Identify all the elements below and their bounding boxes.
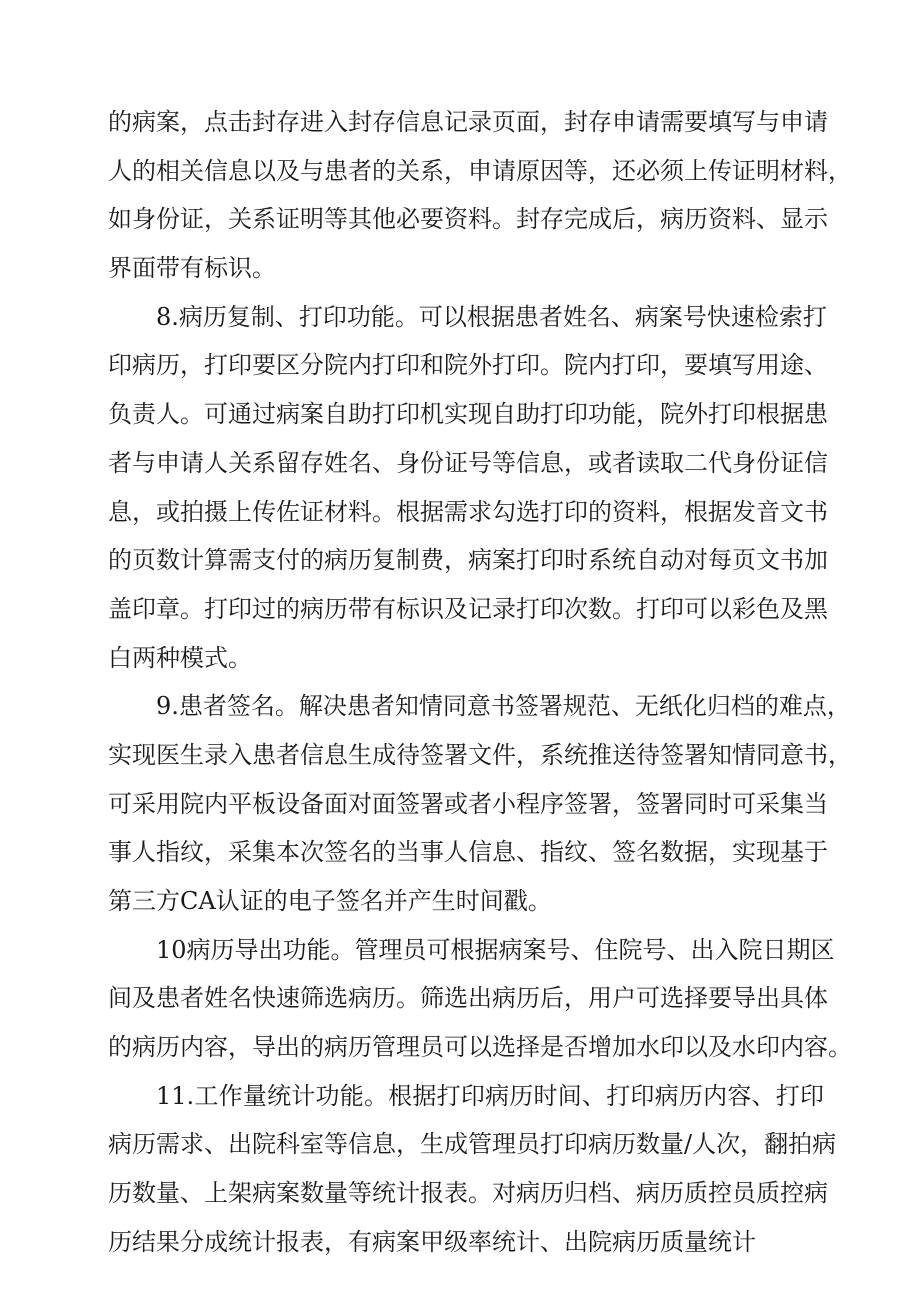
body-text — [108, 98, 852, 1267]
text-line: 事人指纹，采集本次签名的当事人信息、指纹、签名数据，实现基于 — [108, 838, 828, 867]
text-line: 的病案，点击封存进入封存信息记录页面，封存申请需要填写与申请 — [108, 108, 828, 136]
text-line: 如身份证，关系证明等其他必要资料。封存完成后，病历资料、显示 — [108, 205, 828, 234]
text-line: 的页数计算需支付的病历复制费，病案打印时系统自动对每页文书加 — [108, 546, 828, 575]
text-line: 11.工作量统计功能。根据打印病历时间、打印病历内容、打印 — [156, 1081, 824, 1110]
text-line: 者与申请人关系留存姓名、身份证号等信息，或者读取二代身份证信 — [108, 448, 828, 477]
paragraph-9-patient-signature — [108, 682, 852, 925]
text-line: 负责人。可通过病案自助打印机实现自助打印功能，院外打印根据患 — [108, 400, 828, 429]
text-line: 界面带有标识。 — [108, 254, 276, 283]
text-line: 白两种模式。 — [108, 643, 252, 672]
text-line: 8.病历复制、打印功能。可以根据患者姓名、病案号快速检索打 — [156, 302, 827, 331]
text-line: 可采用院内平板设备面对面签署或者小程序签署，签署同时可采集当 — [108, 789, 828, 818]
text-line: 历数量、上架病案数量等统计报表。对病历归档、病历质控员质控病 — [108, 1179, 828, 1208]
text-line: 病历需求、出院科室等信息，生成管理员打印病历数量/人次，翻拍病 — [108, 1130, 837, 1159]
text-line: 息，或拍摄上传佐证材料。根据需求勾选打印的资料，根据发音文书 — [108, 497, 828, 526]
text-line: 历结果分成统计报表，有病案甲级率统计、出院病历质量统计 — [108, 1227, 756, 1256]
text-line: 实现医生录入患者信息生成待签署文件，系统推送待签署知情同意书， — [108, 740, 852, 769]
text-line: 9.患者签名。解决患者知情同意书签署规范、无纸化归档的难点， — [156, 692, 851, 721]
text-line: 间及患者姓名快速筛选病历。筛选出病历后，用户可选择要导出具体 — [108, 984, 828, 1013]
text-line: 的病历内容，导出的病历管理员可以选择是否增加水印以及水印内容。 — [108, 1033, 852, 1062]
paragraph-8-print-function — [108, 293, 828, 683]
paragraph-seal — [108, 98, 852, 293]
paragraph-11-workload-statistics — [108, 1072, 837, 1267]
paragraph-10-export-function — [108, 926, 852, 1072]
text-line: 盖印章。打印过的病历带有标识及记录打印次数。打印可以彩色及黑 — [108, 594, 828, 623]
text-line: 印病历，打印要区分院内打印和院外打印。院内打印，要填写用途、 — [108, 351, 828, 380]
text-line: 10病历导出功能。管理员可根据病案号、住院号、出入院日期区 — [156, 935, 835, 964]
text-line: 第三方CA认证的电子签名并产生时间戳。 — [108, 887, 552, 915]
text-line: 人的相关信息以及与患者的关系，申请原因等，还必须上传证明材料， — [108, 156, 852, 185]
